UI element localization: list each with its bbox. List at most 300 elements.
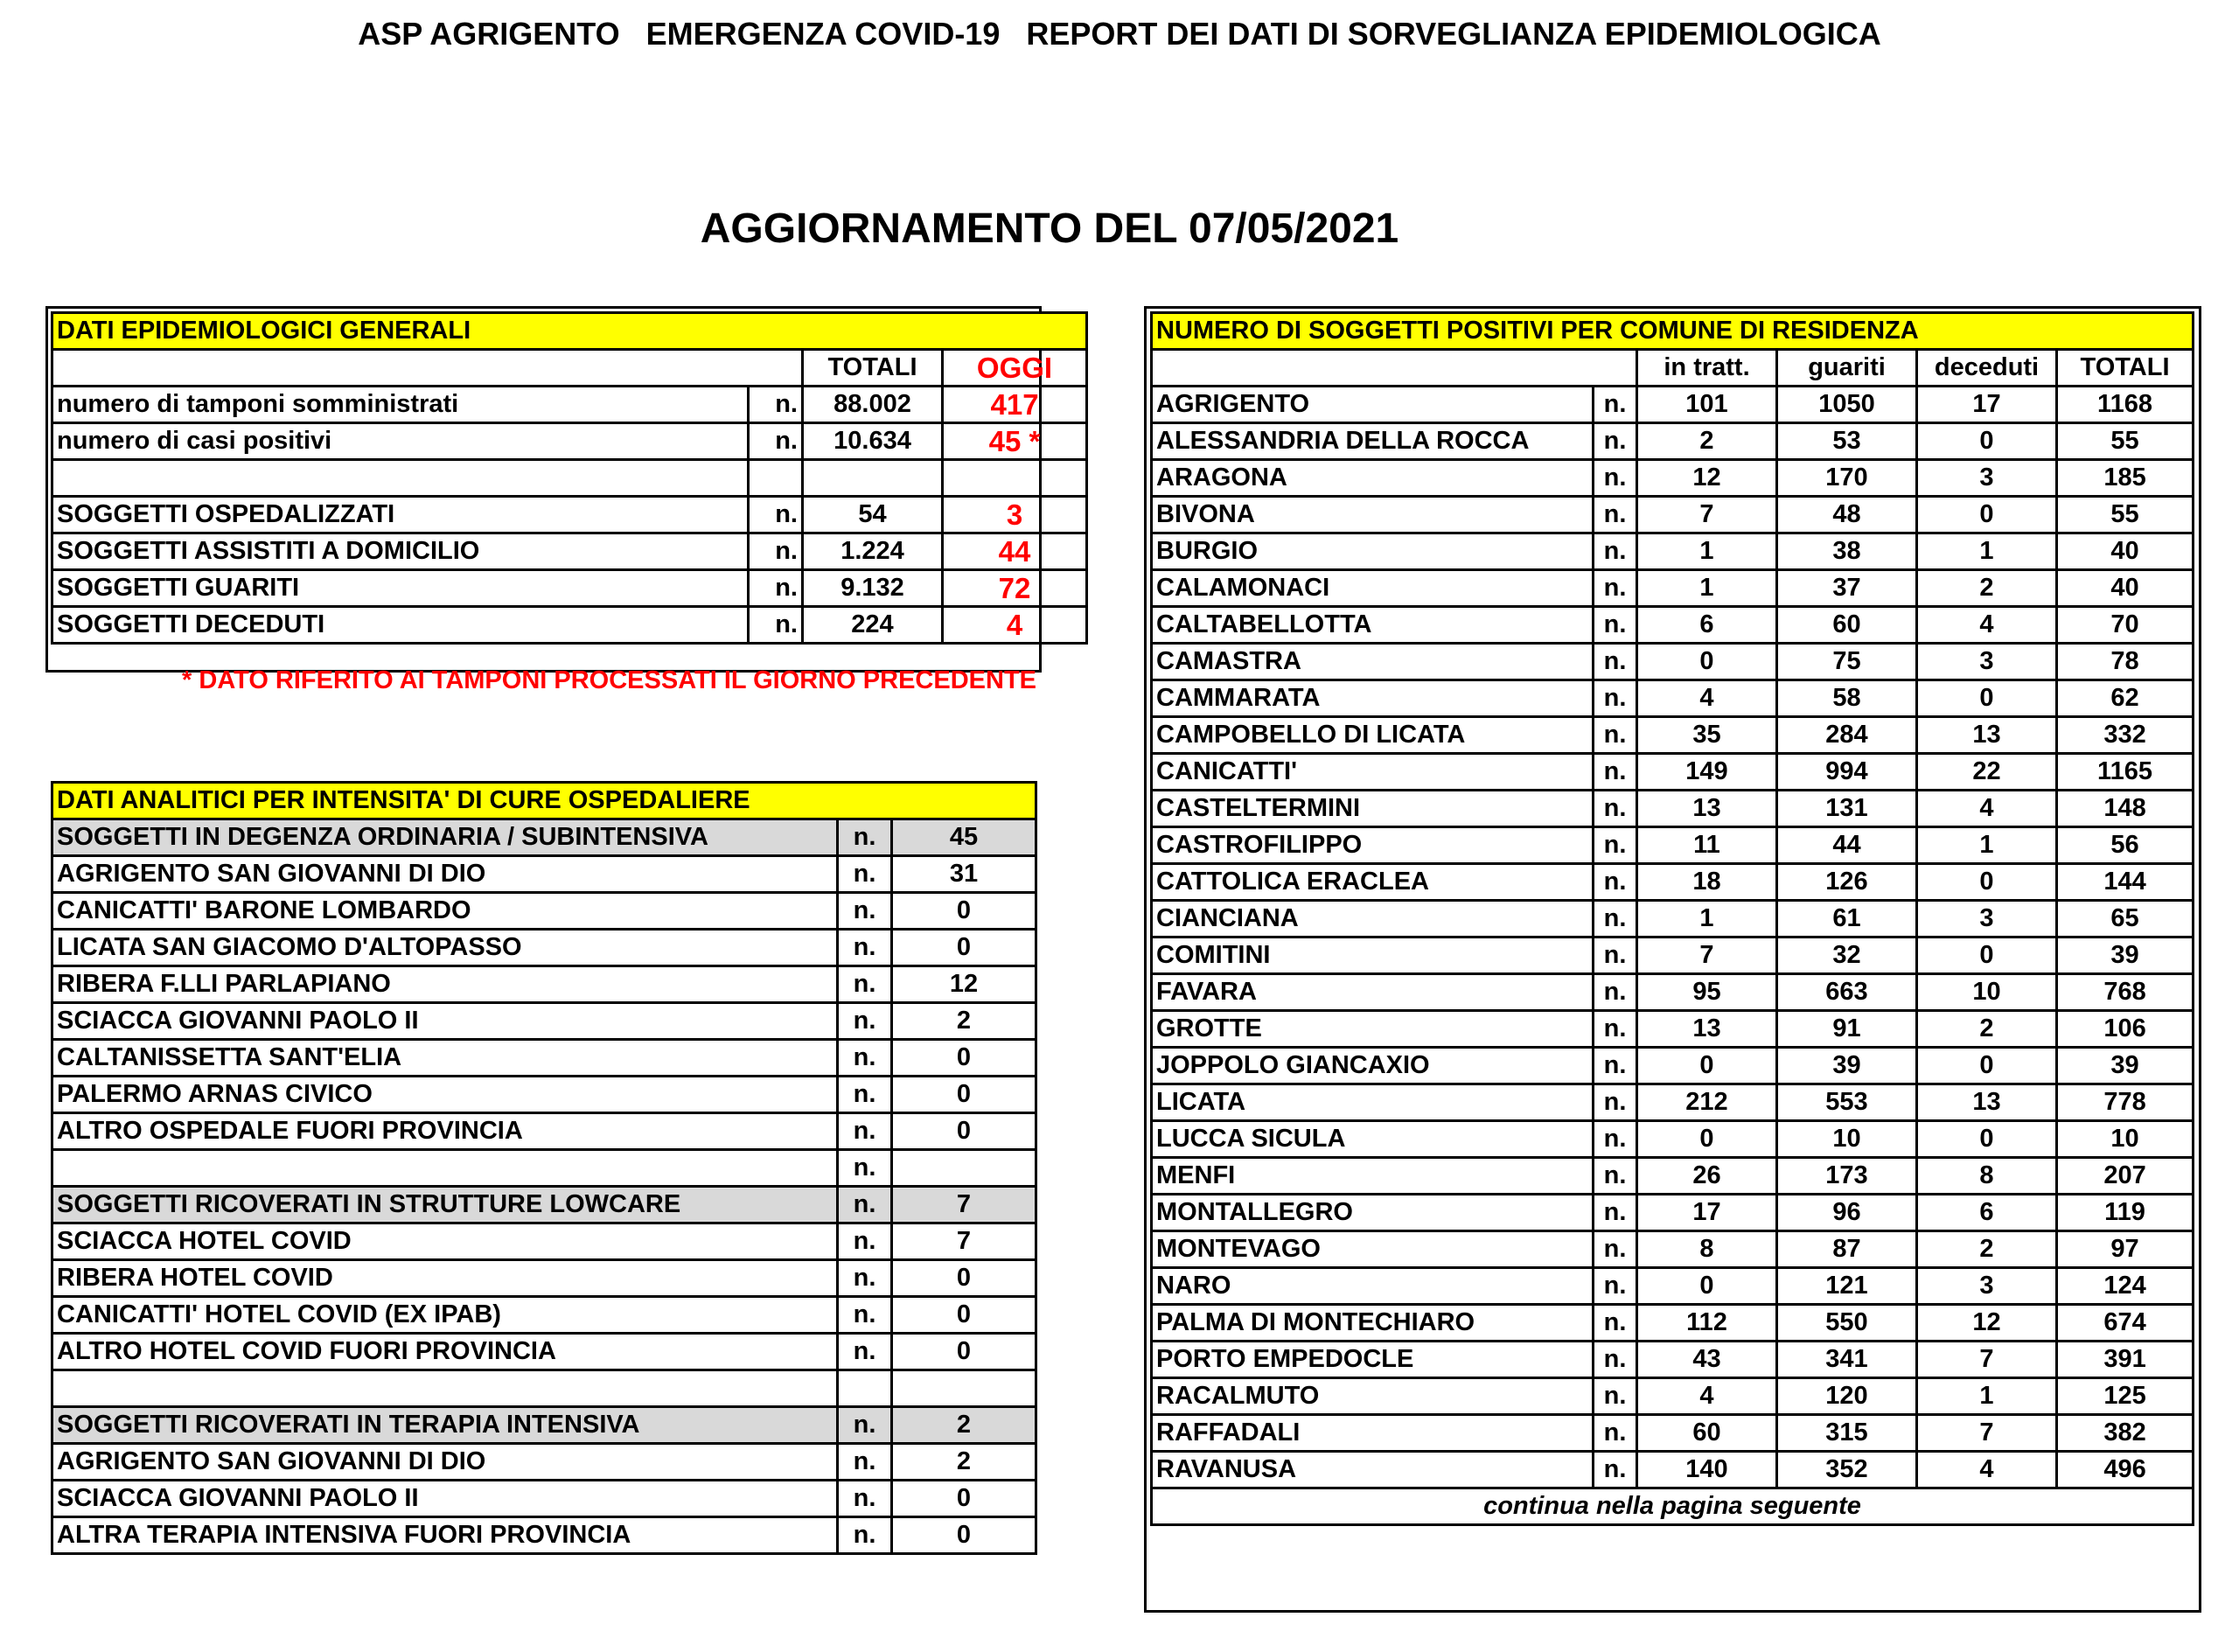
- comune-name: RAVANUSA: [1152, 1452, 1594, 1488]
- comune-name: CASTELTERMINI: [1152, 791, 1594, 827]
- hospital-row-label: ALTRO HOTEL COVID FUORI PROVINCIA: [52, 1334, 838, 1370]
- comune-deceduti: 4: [1917, 607, 2057, 644]
- comune-row: [1152, 974, 2194, 1011]
- hospital-row: [52, 1334, 1036, 1370]
- comune-deceduti: 4: [1917, 1452, 2057, 1488]
- hospital-row: [52, 1040, 1036, 1077]
- comune-in-tratt: 2: [1637, 423, 1777, 460]
- general-row-label: SOGGETTI GUARITI: [52, 570, 749, 607]
- comune-totali: 97: [2057, 1231, 2194, 1268]
- comune-deceduti: 12: [1917, 1305, 2057, 1342]
- hospital-row-label: [52, 1150, 838, 1187]
- comune-in-tratt: 0: [1637, 1048, 1777, 1084]
- comune-name: BURGIO: [1152, 533, 1594, 570]
- comune-totali: 39: [2057, 938, 2194, 974]
- hospital-group-row: [52, 1407, 1036, 1444]
- comune-guariti: 663: [1777, 974, 1917, 1011]
- comune-unit: n.: [1594, 423, 1637, 460]
- hospital-row-label: LICATA SAN GIACOMO D'ALTOPASSO: [52, 930, 838, 966]
- comune-in-tratt: 60: [1637, 1415, 1777, 1452]
- hospital-row: [52, 930, 1036, 966]
- hospital-row-label: PALERMO ARNAS CIVICO: [52, 1077, 838, 1113]
- comune-deceduti: 2: [1917, 1231, 2057, 1268]
- comune-name: LICATA: [1152, 1084, 1594, 1121]
- comune-guariti: 96: [1777, 1195, 1917, 1231]
- comune-unit: n.: [1594, 1084, 1637, 1121]
- comune-guariti: 32: [1777, 938, 1917, 974]
- comune-unit: n.: [1594, 754, 1637, 791]
- comune-in-tratt: 140: [1637, 1452, 1777, 1488]
- comune-name: ARAGONA: [1152, 460, 1594, 497]
- hospital-group-row: [52, 1187, 1036, 1223]
- comune-guariti: 48: [1777, 497, 1917, 533]
- comune-unit: n.: [1594, 938, 1637, 974]
- comune-guariti: 60: [1777, 607, 1917, 644]
- comune-in-tratt: 149: [1637, 754, 1777, 791]
- general-row-oggi: 4: [943, 607, 1087, 644]
- comune-guariti: 39: [1777, 1048, 1917, 1084]
- comune-totali: 496: [2057, 1452, 2194, 1488]
- comune-in-tratt: 212: [1637, 1084, 1777, 1121]
- comune-deceduti: 13: [1917, 717, 2057, 754]
- comune-totali: 55: [2057, 497, 2194, 533]
- hospital-row-value: 0: [892, 1040, 1036, 1077]
- comune-name: BIVONA: [1152, 497, 1594, 533]
- comune-totali: 119: [2057, 1195, 2194, 1231]
- col-totali-header: TOTALI: [2057, 350, 2194, 387]
- comune-name: JOPPOLO GIANCAXIO: [1152, 1048, 1594, 1084]
- comune-name: RACALMUTO: [1152, 1378, 1594, 1415]
- hospital-row-unit: n.: [838, 1223, 892, 1260]
- hospital-row: [52, 856, 1036, 893]
- comune-row: [1152, 901, 2194, 938]
- continue-row: [1152, 1488, 2194, 1525]
- comune-deceduti: 0: [1917, 1121, 2057, 1158]
- comune-totali: 55: [2057, 423, 2194, 460]
- comune-row: [1152, 680, 2194, 717]
- comune-unit: n.: [1594, 607, 1637, 644]
- hospital-row-unit: n.: [838, 1003, 892, 1040]
- general-row-oggi: 72: [943, 570, 1087, 607]
- col-in-tratt-header: in tratt.: [1637, 350, 1777, 387]
- hospital-row-label: [52, 1370, 838, 1407]
- hospital-row-label: SCIACCA HOTEL COVID: [52, 1223, 838, 1260]
- comune-row: [1152, 533, 2194, 570]
- comune-name: MENFI: [1152, 1158, 1594, 1195]
- comune-row: [1152, 1415, 2194, 1452]
- comune-totali: 65: [2057, 901, 2194, 938]
- hospital-row-value: 0: [892, 930, 1036, 966]
- comune-unit: n.: [1594, 1048, 1637, 1084]
- comune-name: FAVARA: [1152, 974, 1594, 1011]
- footnote: * DATO RIFERITO AI TAMPONI PROCESSATI IL GIORNO PRECEDENTE: [182, 666, 1036, 694]
- hospital-row-value: 45: [892, 819, 1036, 856]
- comune-guariti: 58: [1777, 680, 1917, 717]
- comune-totali: 768: [2057, 974, 2194, 1011]
- general-row-oggi: 417: [943, 387, 1087, 423]
- comune-name: CIANCIANA: [1152, 901, 1594, 938]
- comune-unit: n.: [1594, 644, 1637, 680]
- comune-name: PORTO EMPEDOCLE: [1152, 1342, 1594, 1378]
- comune-totali: 70: [2057, 607, 2194, 644]
- comuni-table: [1150, 311, 2194, 1526]
- hospital-row: [52, 1150, 1036, 1187]
- general-row: [52, 497, 1087, 533]
- comune-totali: 185: [2057, 460, 2194, 497]
- hospital-row-unit: n.: [838, 893, 892, 930]
- comune-guariti: 170: [1777, 460, 1917, 497]
- comune-in-tratt: 1: [1637, 570, 1777, 607]
- comune-row: [1152, 1268, 2194, 1305]
- comune-deceduti: 0: [1917, 680, 2057, 717]
- comune-totali: 148: [2057, 791, 2194, 827]
- hospital-row-label: RIBERA F.LLI PARLAPIANO: [52, 966, 838, 1003]
- comune-deceduti: 2: [1917, 1011, 2057, 1048]
- hospital-row-unit: n.: [838, 819, 892, 856]
- comune-guariti: 550: [1777, 1305, 1917, 1342]
- hospital-row-value: 2: [892, 1444, 1036, 1481]
- comune-totali: 125: [2057, 1378, 2194, 1415]
- comune-totali: 62: [2057, 680, 2194, 717]
- comune-row: [1152, 1121, 2194, 1158]
- hospital-row-unit: n.: [838, 1407, 892, 1444]
- comune-unit: n.: [1594, 1268, 1637, 1305]
- comune-unit: n.: [1594, 827, 1637, 864]
- hospital-row-label: SOGGETTI RICOVERATI IN STRUTTURE LOWCARE: [52, 1187, 838, 1223]
- comune-unit: n.: [1594, 1011, 1637, 1048]
- comune-totali: 124: [2057, 1268, 2194, 1305]
- hospital-row-label: SCIACCA GIOVANNI PAOLO II: [52, 1481, 838, 1517]
- comune-totali: 10: [2057, 1121, 2194, 1158]
- comune-guariti: 38: [1777, 533, 1917, 570]
- general-row-oggi: [943, 460, 1087, 497]
- comune-totali: 1168: [2057, 387, 2194, 423]
- general-row-label: SOGGETTI OSPEDALIZZATI: [52, 497, 749, 533]
- comune-totali: 106: [2057, 1011, 2194, 1048]
- comune-row: [1152, 607, 2194, 644]
- comune-in-tratt: 13: [1637, 791, 1777, 827]
- comune-guariti: 341: [1777, 1342, 1917, 1378]
- comune-unit: n.: [1594, 1452, 1637, 1488]
- comune-guariti: 91: [1777, 1011, 1917, 1048]
- comune-deceduti: 1: [1917, 827, 2057, 864]
- hospital-row-label: SCIACCA GIOVANNI PAOLO II: [52, 1003, 838, 1040]
- hospital-title-row: [52, 783, 1036, 819]
- comune-in-tratt: 13: [1637, 1011, 1777, 1048]
- hospital-row: [52, 893, 1036, 930]
- hospital-row-value: 7: [892, 1187, 1036, 1223]
- comune-deceduti: 0: [1917, 938, 2057, 974]
- general-row-oggi: 3: [943, 497, 1087, 533]
- comune-guariti: 352: [1777, 1452, 1917, 1488]
- comune-guariti: 10: [1777, 1121, 1917, 1158]
- general-data-table: [51, 311, 1088, 645]
- hospital-row-label: ALTRA TERAPIA INTENSIVA FUORI PROVINCIA: [52, 1517, 838, 1554]
- general-row-totali: [803, 460, 943, 497]
- hospital-row-unit: n.: [838, 856, 892, 893]
- comune-unit: n.: [1594, 570, 1637, 607]
- comune-unit: n.: [1594, 1195, 1637, 1231]
- hospital-row: [52, 1444, 1036, 1481]
- comune-row: [1152, 791, 2194, 827]
- comune-name: CAMPOBELLO DI LICATA: [1152, 717, 1594, 754]
- comune-deceduti: 13: [1917, 1084, 2057, 1121]
- hospital-row: [52, 966, 1036, 1003]
- comune-deceduti: 0: [1917, 1048, 2057, 1084]
- comune-row: [1152, 1342, 2194, 1378]
- general-header-row: [52, 350, 1087, 387]
- comune-in-tratt: 7: [1637, 497, 1777, 533]
- col-deceduti-header: deceduti: [1917, 350, 2057, 387]
- general-row-oggi: 45 *: [943, 423, 1087, 460]
- comune-unit: n.: [1594, 497, 1637, 533]
- general-row-unit: [749, 460, 803, 497]
- comune-in-tratt: 8: [1637, 1231, 1777, 1268]
- comune-row: [1152, 570, 2194, 607]
- general-row-totali: 224: [803, 607, 943, 644]
- comune-unit: n.: [1594, 1378, 1637, 1415]
- hospital-row: [52, 1003, 1036, 1040]
- comune-in-tratt: 43: [1637, 1342, 1777, 1378]
- comune-unit: n.: [1594, 460, 1637, 497]
- comune-name: LUCCA SICULA: [1152, 1121, 1594, 1158]
- comune-name: CANICATTI': [1152, 754, 1594, 791]
- hospital-row-unit: n.: [838, 1297, 892, 1334]
- comune-name: GROTTE: [1152, 1011, 1594, 1048]
- comune-row: [1152, 1452, 2194, 1488]
- comune-in-tratt: 35: [1637, 717, 1777, 754]
- comune-totali: 207: [2057, 1158, 2194, 1195]
- comuni-title: NUMERO DI SOGGETTI POSITIVI PER COMUNE DI RESIDENZA: [1152, 313, 2194, 350]
- hospital-row-value: 7: [892, 1223, 1036, 1260]
- comune-guariti: 120: [1777, 1378, 1917, 1415]
- comune-deceduti: 22: [1917, 754, 2057, 791]
- comune-in-tratt: 18: [1637, 864, 1777, 901]
- hospital-row-value: 2: [892, 1003, 1036, 1040]
- general-row-unit: n.: [749, 533, 803, 570]
- comune-in-tratt: 95: [1637, 974, 1777, 1011]
- comune-row: [1152, 864, 2194, 901]
- comune-in-tratt: 1: [1637, 533, 1777, 570]
- comune-unit: n.: [1594, 1305, 1637, 1342]
- comune-guariti: 121: [1777, 1268, 1917, 1305]
- hospital-row-value: 12: [892, 966, 1036, 1003]
- hospital-row-label: AGRIGENTO SAN GIOVANNI DI DIO: [52, 856, 838, 893]
- general-row-totali: 1.224: [803, 533, 943, 570]
- comune-name: AGRIGENTO: [1152, 387, 1594, 423]
- hospital-row-value: 0: [892, 1260, 1036, 1297]
- hospital-title: DATI ANALITICI PER INTENSITA' DI CURE OSPEDALIERE: [52, 783, 1036, 819]
- comune-deceduti: 10: [1917, 974, 2057, 1011]
- general-row-unit: n.: [749, 497, 803, 533]
- hospital-row: [52, 1370, 1036, 1407]
- comune-row: [1152, 1305, 2194, 1342]
- comune-name: CAMMARATA: [1152, 680, 1594, 717]
- comune-deceduti: 17: [1917, 387, 2057, 423]
- comune-row: [1152, 423, 2194, 460]
- comune-totali: 144: [2057, 864, 2194, 901]
- comune-row: [1152, 1048, 2194, 1084]
- comune-name: CALTABELLOTTA: [1152, 607, 1594, 644]
- hospital-row-unit: n.: [838, 1481, 892, 1517]
- comune-name: MONTEVAGO: [1152, 1231, 1594, 1268]
- general-row-totali: 54: [803, 497, 943, 533]
- comune-unit: n.: [1594, 717, 1637, 754]
- comune-guariti: 1050: [1777, 387, 1917, 423]
- comune-row: [1152, 1231, 2194, 1268]
- general-row-label: SOGGETTI ASSISTITI A DOMICILIO: [52, 533, 749, 570]
- comune-guariti: 87: [1777, 1231, 1917, 1268]
- comune-unit: n.: [1594, 791, 1637, 827]
- hospital-row-value: 0: [892, 1077, 1036, 1113]
- general-row: [52, 570, 1087, 607]
- hospital-row-value: 31: [892, 856, 1036, 893]
- general-row: [52, 423, 1087, 460]
- comune-row: [1152, 754, 2194, 791]
- comune-row: [1152, 1195, 2194, 1231]
- comune-totali: 674: [2057, 1305, 2194, 1342]
- hospital-row: [52, 1517, 1036, 1554]
- comune-guariti: 44: [1777, 827, 1917, 864]
- general-row-label: numero di tamponi somministrati: [52, 387, 749, 423]
- comune-row: [1152, 827, 2194, 864]
- hospital-group-row: [52, 819, 1036, 856]
- comune-totali: 382: [2057, 1415, 2194, 1452]
- hospital-row: [52, 1113, 1036, 1150]
- comune-deceduti: 2: [1917, 570, 2057, 607]
- comune-deceduti: 4: [1917, 791, 2057, 827]
- comune-unit: n.: [1594, 1158, 1637, 1195]
- comune-name: PALMA DI MONTECHIARO: [1152, 1305, 1594, 1342]
- comune-name: NARO: [1152, 1268, 1594, 1305]
- general-row-unit: n.: [749, 387, 803, 423]
- hospital-row-label: SOGGETTI IN DEGENZA ORDINARIA / SUBINTENSIVA: [52, 819, 838, 856]
- comune-in-tratt: 4: [1637, 1378, 1777, 1415]
- hospital-row: [52, 1077, 1036, 1113]
- comune-guariti: 553: [1777, 1084, 1917, 1121]
- comune-unit: n.: [1594, 1231, 1637, 1268]
- comune-unit: n.: [1594, 864, 1637, 901]
- comune-name: CAMASTRA: [1152, 644, 1594, 680]
- comune-in-tratt: 0: [1637, 644, 1777, 680]
- general-row-totali: 88.002: [803, 387, 943, 423]
- comune-guariti: 53: [1777, 423, 1917, 460]
- comune-deceduti: 0: [1917, 423, 2057, 460]
- comune-totali: 56: [2057, 827, 2194, 864]
- comune-guariti: 131: [1777, 791, 1917, 827]
- comune-in-tratt: 0: [1637, 1121, 1777, 1158]
- hospital-row-unit: [838, 1370, 892, 1407]
- hospital-row-label: CANICATTI' HOTEL COVID (EX IPAB): [52, 1297, 838, 1334]
- general-row-label: SOGGETTI DECEDUTI: [52, 607, 749, 644]
- comune-row: [1152, 1011, 2194, 1048]
- hospital-row: [52, 1223, 1036, 1260]
- general-row-label: numero di casi positivi: [52, 423, 749, 460]
- comuni-title-row: [1152, 313, 2194, 350]
- hospital-row-value: 0: [892, 1517, 1036, 1554]
- comune-in-tratt: 4: [1637, 680, 1777, 717]
- comune-row: [1152, 1158, 2194, 1195]
- hospital-row-unit: n.: [838, 966, 892, 1003]
- hospital-row: [52, 1297, 1036, 1334]
- general-row: [52, 607, 1087, 644]
- comune-deceduti: 7: [1917, 1415, 2057, 1452]
- comune-name: CALAMONACI: [1152, 570, 1594, 607]
- comuni-header-row: [1152, 350, 2194, 387]
- hospital-row-unit: n.: [838, 1150, 892, 1187]
- comune-in-tratt: 7: [1637, 938, 1777, 974]
- general-row: [52, 387, 1087, 423]
- comune-in-tratt: 0: [1637, 1268, 1777, 1305]
- comune-deceduti: 3: [1917, 460, 2057, 497]
- comune-guariti: 61: [1777, 901, 1917, 938]
- general-row: [52, 460, 1087, 497]
- comune-deceduti: 7: [1917, 1342, 2057, 1378]
- comune-unit: n.: [1594, 680, 1637, 717]
- hospital-row-label: CANICATTI' BARONE LOMBARDO: [52, 893, 838, 930]
- hospital-row-value: 0: [892, 1297, 1036, 1334]
- comune-totali: 1165: [2057, 754, 2194, 791]
- comune-unit: n.: [1594, 901, 1637, 938]
- comune-row: [1152, 938, 2194, 974]
- comune-guariti: 994: [1777, 754, 1917, 791]
- general-row-totali: 9.132: [803, 570, 943, 607]
- comune-totali: 78: [2057, 644, 2194, 680]
- col-totali-header: TOTALI: [803, 350, 943, 387]
- comune-in-tratt: 17: [1637, 1195, 1777, 1231]
- hospital-row-unit: n.: [838, 1334, 892, 1370]
- hospital-row-label: ALTRO OSPEDALE FUORI PROVINCIA: [52, 1113, 838, 1150]
- comune-totali: 40: [2057, 570, 2194, 607]
- hospital-data-table: [51, 781, 1037, 1555]
- report-title: ASP AGRIGENTO EMERGENZA COVID-19 REPORT DEI DATI DI SORVEGLIANZA EPIDEMIOLOGICA: [358, 16, 1881, 52]
- hospital-row-unit: n.: [838, 1077, 892, 1113]
- comune-unit: n.: [1594, 1121, 1637, 1158]
- hospital-row-value: [892, 1150, 1036, 1187]
- comune-name: RAFFADALI: [1152, 1415, 1594, 1452]
- comune-totali: 391: [2057, 1342, 2194, 1378]
- comune-in-tratt: 112: [1637, 1305, 1777, 1342]
- comune-guariti: 37: [1777, 570, 1917, 607]
- comune-deceduti: 3: [1917, 644, 2057, 680]
- general-title-row: [52, 313, 1087, 350]
- comune-guariti: 173: [1777, 1158, 1917, 1195]
- comune-deceduti: 1: [1917, 533, 2057, 570]
- comune-totali: 40: [2057, 533, 2194, 570]
- hospital-row-label: SOGGETTI RICOVERATI IN TERAPIA INTENSIVA: [52, 1407, 838, 1444]
- comune-deceduti: 3: [1917, 901, 2057, 938]
- hospital-row-unit: n.: [838, 1187, 892, 1223]
- general-row-unit: n.: [749, 423, 803, 460]
- comune-in-tratt: 12: [1637, 460, 1777, 497]
- hospital-row-value: 2: [892, 1407, 1036, 1444]
- comune-deceduti: 6: [1917, 1195, 2057, 1231]
- comune-row: [1152, 497, 2194, 533]
- comune-deceduti: 8: [1917, 1158, 2057, 1195]
- general-row-label: [52, 460, 749, 497]
- comune-deceduti: 0: [1917, 864, 2057, 901]
- general-title: DATI EPIDEMIOLOGICI GENERALI: [52, 313, 1087, 350]
- comune-in-tratt: 101: [1637, 387, 1777, 423]
- comune-in-tratt: 1: [1637, 901, 1777, 938]
- general-row: [52, 533, 1087, 570]
- hospital-row-unit: n.: [838, 1444, 892, 1481]
- hospital-row-label: AGRIGENTO SAN GIOVANNI DI DIO: [52, 1444, 838, 1481]
- comune-row: [1152, 1084, 2194, 1121]
- comune-totali: 39: [2057, 1048, 2194, 1084]
- comune-row: [1152, 717, 2194, 754]
- comune-in-tratt: 11: [1637, 827, 1777, 864]
